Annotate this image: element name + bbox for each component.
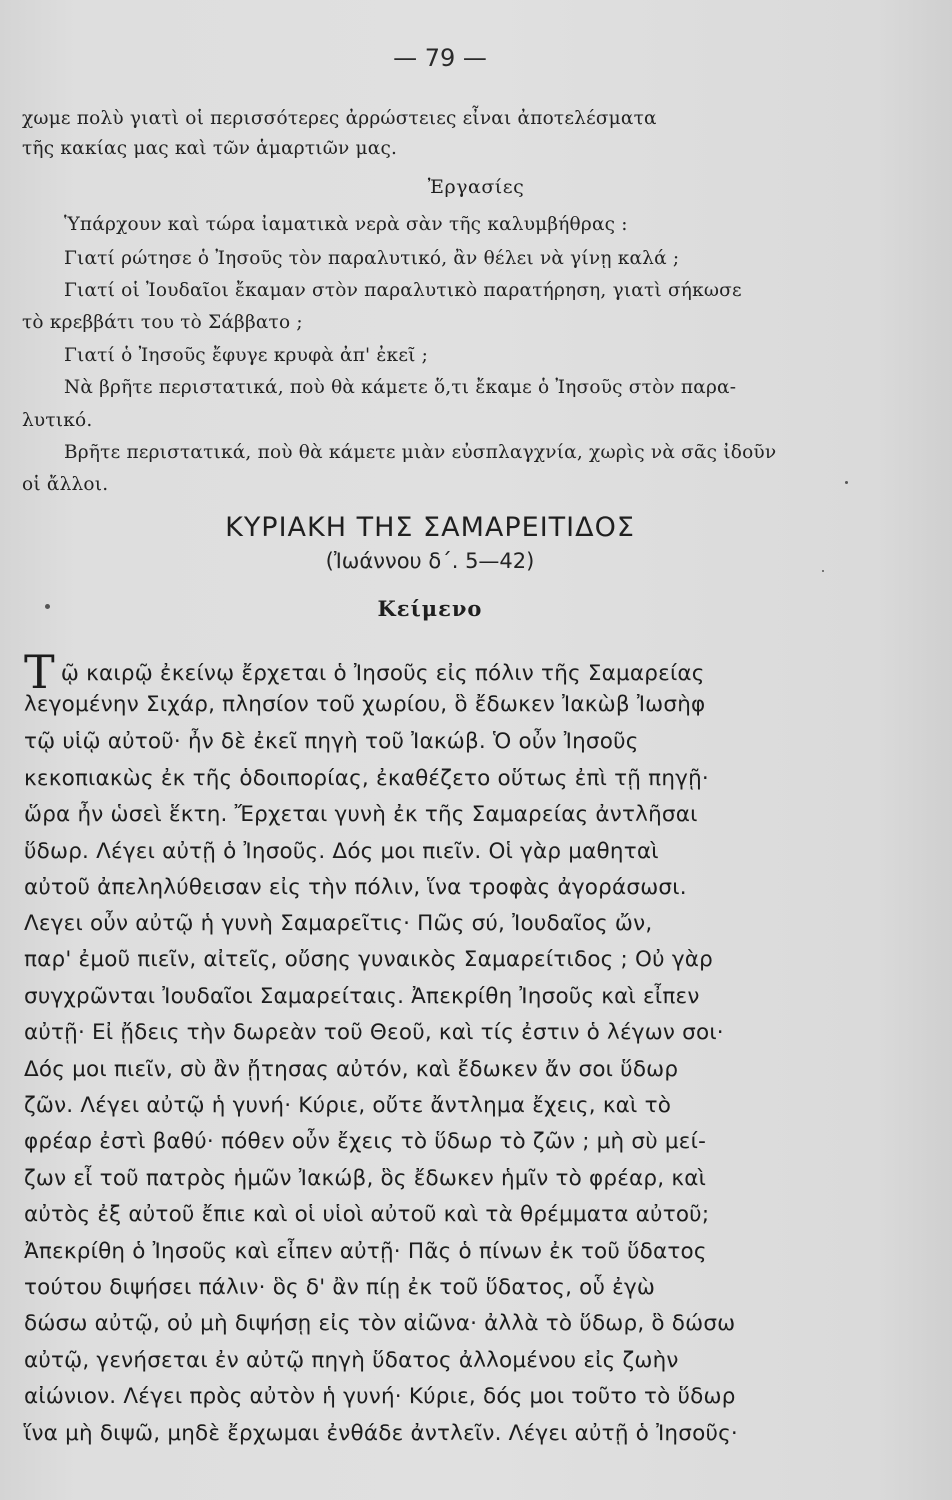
- text-line: τούτου διψήσει πάλιν· ὃς δ' ἂν πίῃ ἐκ τοῦ ὕδατος, οὗ ἐγὼ: [24, 1275, 656, 1300]
- text-line: ἵνα μὴ διψῶ, μηδὲ ἔρχωμαι ἐνθάδε ἀντλεῖν. Λέγει αὐτῇ ὁ Ἰησοῦς·: [24, 1421, 738, 1446]
- text-line: αὐτῇ· Εἰ ᾔδεις τὴν δωρεὰν τοῦ Θεοῦ, καὶ τίς ἐστιν ὁ λέγων σοι·: [24, 1020, 724, 1045]
- text-line: παρ' ἐμοῦ πιεῖν, αἰτεῖς, οὔσης γυναικὸς Σαμαρείτιδος ; Οὐ γὰρ: [24, 947, 713, 972]
- ergasies-heading: Ἐργασίες: [427, 176, 525, 198]
- text-line: Ἀπεκρίθη ὁ Ἰησοῦς καὶ εἶπεν αὐτῇ· Πᾶς ὁ πίνων ἐκ τοῦ ὕδατος: [24, 1239, 707, 1264]
- drop-cap: Τ: [24, 645, 55, 699]
- intro-line: τῆς κακίας μας καὶ τῶν ἁμαρτιῶν μας.: [22, 138, 398, 159]
- text-heading: Κείμενο: [377, 596, 483, 621]
- text-line: ὕδωρ. Λέγει αὐτῇ ὁ Ἰησοῦς. Δός μοι πιεῖν. Οἱ γὰρ μαθηταὶ: [24, 839, 659, 864]
- text-line: ζων εἶ τοῦ πατρὸς ἡμῶν Ἰακώβ, ὃς ἔδωκεν ἡμῖν τὸ φρέαρ, καὶ: [24, 1166, 707, 1191]
- text-line: ζῶν. Λέγει αὐτῷ ἡ γυνή· Κύριε, οὔτε ἄντλημα ἔχεις, καὶ τὸ: [24, 1093, 672, 1118]
- ergasies-line: Γιατί οἱ Ἰουδαῖοι ἔκαμαν στὸν παραλυτικὸ παρατήρηση, γιατὶ σήκωσε: [64, 280, 742, 301]
- text-line: Τῷ καιρῷ ἐκείνῳ ἔρχεται ὁ Ἰησοῦς εἰς πόλιν τῆς Σαμαρείας: [24, 645, 705, 699]
- intro-line: χωμε πολὺ γιατὶ οἱ περισσότερες ἀρρώστειες εἶναι ἀποτελέσματα: [22, 108, 657, 129]
- section-title: ΚΥΡΙΑΚΗ ΤΗΣ ΣΑΜΑΡΕΙΤΙΔΟΣ: [225, 512, 635, 543]
- ergasies-line: Ὑπάρχουν καὶ τώρα ἰαματικὰ νερὰ σὰν τῆς καλυμβήθρας :: [64, 214, 628, 235]
- section-reference: (Ἰωάννου δ΄. 5—42): [325, 549, 535, 573]
- text-line: αἰώνιον. Λέγει πρὸς αὐτὸν ἡ γυνή· Κύριε, δός μοι τοῦτο τὸ ὕδωρ: [24, 1384, 736, 1409]
- text-line: φρέαρ ἐστὶ βαθύ· πόθεν οὖν ἔχεις τὸ ὕδωρ τὸ ζῶν ; μὴ σὺ μεί-: [24, 1129, 707, 1154]
- text-line: τῷ υἱῷ αὐτοῦ· ἦν δὲ ἐκεῖ πηγὴ τοῦ Ἰακώβ. Ὁ οὖν Ἰησοῦς: [24, 729, 639, 754]
- text-line: Δός μοι πιεῖν, σὺ ἂν ᾔτησας αὐτόν, καὶ ἔδωκεν ἄν σοι ὕδωρ: [24, 1057, 679, 1082]
- ergasies-line: τὸ κρεββάτι του τὸ Σάββατο ;: [22, 312, 303, 333]
- ink-speck: [822, 570, 824, 572]
- text-line: δώσω αὐτῷ, οὐ μὴ διψήσῃ εἰς τὸν αἰῶνα· ἀλλὰ τὸ ὕδωρ, ὃ δώσω: [24, 1311, 736, 1336]
- text-line: λεγομένην Σιχάρ, πλησίον τοῦ χωρίου, ὃ ἔδωκεν Ἰακὼβ Ἰωσὴφ: [24, 692, 706, 717]
- ergasies-line: Νὰ βρῆτε περιστατικά, ποὺ θὰ κάμετε ὅ,τι ἔκαμε ὁ Ἰησοῦς στὸν παρα-: [64, 377, 737, 398]
- text-line: αὐτοῦ ἀπεληλύθεισαν εἰς τὴν πόλιν, ἵνα τροφὰς ἀγοράσωσι.: [24, 875, 687, 900]
- text-line: κεκοπιακὼς ἐκ τῆς ὁδοιπορίας, ἐκαθέζετο οὕτως ἐπὶ τῇ πηγῇ·: [24, 766, 709, 791]
- ink-speck: [845, 481, 848, 484]
- ink-speck: [45, 604, 50, 609]
- text-line: αὐτὸς ἐξ αὐτοῦ ἔπιε καὶ οἱ υἱοὶ αὐτοῦ καὶ τὰ θρέμματα αὐτοῦ;: [24, 1202, 710, 1227]
- ergasies-line: οἱ ἄλλοι.: [22, 474, 109, 495]
- ergasies-line: Βρῆτε περιστατικά, ποὺ θὰ κάμετε μιὰν εὐσπλαγχνία, χωρὶς νὰ σᾶς ἰδοῦν: [64, 442, 777, 463]
- ergasies-line: Γιατί ρώτησε ὁ Ἰησοῦς τὸν παραλυτικό, ἂν θέλει νὰ γίνῃ καλά ;: [64, 248, 680, 269]
- text-line: ὥρα ἦν ὡσεὶ ἕκτη. Ἔρχεται γυνὴ ἐκ τῆς Σαμαρείας ἀντλῆσαι: [24, 802, 698, 827]
- text-line: αὐτῷ, γενήσεται ἐν αὐτῷ πηγὴ ὕδατος ἀλλομένου εἰς ζωὴν: [24, 1348, 679, 1373]
- text-line: Λεγει οὖν αὐτῷ ἡ γυνὴ Σαμαρεῖτις· Πῶς σύ, Ἰουδαῖος ὤν,: [24, 911, 653, 936]
- page-number: — 79 —: [393, 44, 487, 72]
- ergasies-line: λυτικό.: [22, 410, 93, 431]
- text-line: συγχρῶνται Ἰουδαῖοι Σαμαρείταις. Ἀπεκρίθη Ἰησοῦς καὶ εἶπεν: [24, 984, 700, 1009]
- ergasies-line: Γιατί ὁ Ἰησοῦς ἔφυγε κρυφὰ ἀπ' ἐκεῖ ;: [64, 345, 429, 366]
